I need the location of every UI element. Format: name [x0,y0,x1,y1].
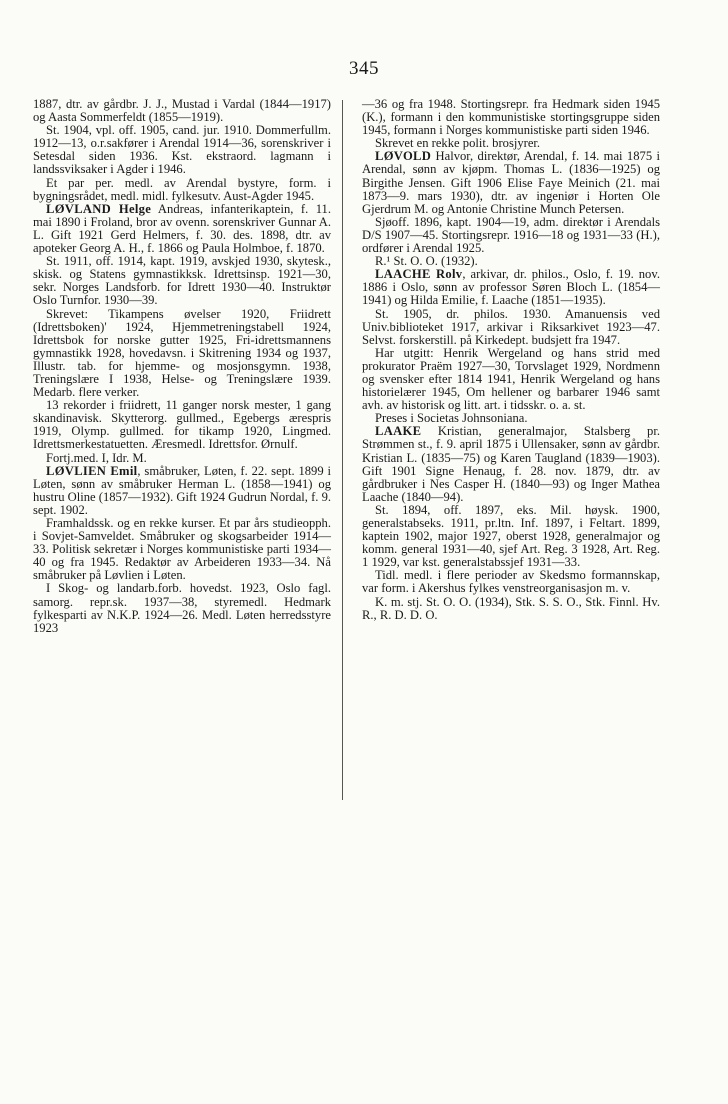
entry-text: Halvor, direktør, Arendal, f. 14. mai 1875 i Arendal, sønn av kjøpm. Thomas L. (1836—1925) og Birgithe Jensen. Gift 1906 Elise Faye Meinich (21. mai 1873—9. mars 1930), dtr. av ingeniør i Horten Ole Gjerdrum M. og Antonie Christine Munch Petersen. [362,149,660,216]
entry-name: LØVOLD [375,149,432,164]
entry-name: LØVLAND Helge [46,201,152,216]
paragraph: St. 1904, vpl. off. 1905, cand. jur. 1910. Dommerfullm. 1912—13, o.r.sakfører i Arendal 1914—36, sorenskriver i Setesdal siden 1936. Kst. ekstraord. lagmann i landssviksaker i Agder i 1946. [33,123,331,177]
right-column [362,98,660,622]
paragraph: Skrevet en rekke polit. brosjyrer. [375,136,541,151]
entry-name: LØVLIEN Emil [46,463,138,478]
paragraph: I Skog- og landarb.forb. hovedst. 1923, Oslo fagl. samorg. repr.sk. 1937—38, styremedl. Hedmark fylkesparti av N.K.P. 1924—26. Medl. Løten herredsstyre 1923 [33,581,331,635]
biography-entry [362,268,660,307]
paragraph: Preses i Societas Johnsoniana. [375,411,528,426]
entry-text: Kristian, generalmajor, Stalsberg pr. Strømmen st., f. 9. april 1875 i Ullensaker, sønn av gårdbr. Kristian L. (1835—75) og Karen Taugland (1839—1903). Gift 1901 Signe Henaug, f. 28. nov. 1879, dtr. av gårdbruker i Nes Casper H. (1840—93) og Inger Mathea Laache (1840—94). [362,424,660,504]
biography-entry [362,425,660,504]
paragraph: Har utgitt: Henrik Wergeland og hans strid med prokurator Praëm 1927—30, Torvslaget 1929, Nordmenn og svensker efter 1814 1941, Henrik Wergeland og hans historielærer 1945, Om hellener og barbarer 1946 samt avh. av historisk og litt. art. i tidsskr. o. a. st. [362,345,660,413]
paragraph: R.¹ St. O. O. (1932). [375,254,478,269]
paragraph: Framhaldssk. og en rekke kurser. Et par års studieopph. i Sovjet-Samveldet. Småbruker og skogsarbeider 1914—33. Politisk sekretær i Norges kommunistiske parti 1934—40 og fra 1945. Redaktør av Arbeideren 1933—34. Nå småbruker på Løvlien i Løten. [33,516,331,583]
paragraph: 13 rekorder i friidrett, 11 ganger norsk mester, 1 gang skandinavisk. Skytterorg. gullmed., Egebergs ærespris 1919, Olymp. gullmed. for tikamp 1920, Lingmed. Idrettsmerkestatuetten. Æresmedl. Idrettsfor. Ørnulf. [33,398,331,452]
page-number: 345 [349,58,379,79]
biography-entry [33,465,331,517]
paragraph: St. 1905, dr. philos. 1930. Amanuensis ved Univ.biblioteket 1917, arkivar i Riksarkivet 1923—47. Selvst. forskerstill. på Kirkedept. budsjett fra 1947. [362,306,660,347]
entry-name: LAAKE [375,424,422,439]
left-column [33,98,331,635]
paragraph: St. 1894, off. 1897, eks. Mil. høysk. 1900, generalstabseks. 1911, pr.ltn. Inf. 1897, i Feltart. 1899, kaptein 1902, major 1927, oberst 1928, generalmajor og komm. general 1931—40, sjef Art. Reg. 3 1928, Art. Reg. 1 1929, var kst. generalstabssjef 1931—33. [362,502,660,570]
paragraph: Sjøoff. 1896, kapt. 1904—19, adm. direktør i Arendals D/S 1907—45. Stortingsrepr. 1916—18 og 1931—33 (H.), ordfører i Arendal 1925. [362,214,660,256]
entry-text: Andreas, infanterikaptein, f. 11. mai 1890 i Froland, bror av ovenn. sorenskriver Gunnar A. L. Gift 1921 Gerd Helmers, f. 30. des. 1898, dtr. av apoteker Georg A. H., f. 1866 og Paula Holmboe, f. 1870. [33,201,331,256]
column-divider [342,100,343,800]
paragraph: Et par per. medl. av Arendal bystyre, form. i bygningsrådet, medl. midl. fylkesutv. Aust-Agder 1945. [33,175,331,203]
entry-name: LAACHE Rolv [375,267,463,282]
paragraph: Skrevet: Tikampens øvelser 1920, Friidrett (Idrettsboken)' 1924, Hjemmetreningstabell 1924, Idrettsbok for norske gutter 1925, Fri-idrettsmannens gymnastikk 1928, hovedavsn. i Skitrening 1934 og 1937, Illustr. tab. for hjemme- og mosjonsgymn. 1938, Treningslære I 1938, Helse- og Treningslære 1939. Medarb. flere verker. [33,306,331,400]
biography-entry [33,203,331,255]
continued-paragraph: —36 og fra 1948. Stortingsrepr. fra Hedmark siden 1945 (K.), formann i den kommunistiske stortingsgruppe siden 1945, formann i Norges kommunistiske parti siden 1946. [362,97,660,138]
paragraph: K. m. stj. St. O. O. (1934), Stk. S. S. O., Stk. Finnl. Hv. R., R. D. D. O. [362,594,660,622]
paragraph: Tidl. medl. i flere perioder av Skedsmo formannskap, var form. i Akershus fylkes venstreorganisasjon m. v. [362,568,660,596]
entry-text: , arkivar, dr. philos., Oslo, f. 19. nov. 1886 i Oslo, sønn av professor Søren Bloch L. (1854—1941) og Hilda Emilie, f. Laache (1851—1935). [362,267,660,308]
biography-entry [362,150,660,215]
paragraph: St. 1911, off. 1914, kapt. 1919, avskjed 1930, skytesk., skisk. og Statens gymnastikksk. Idrettsinsp. 1921—30, sekr. Norges Landsforb. for Idrett 1930—40. Instruktør Oslo Turnfor. 1930—39. [33,254,331,308]
entry-text: , småbruker, Løten, f. 22. sept. 1899 i Løten, sønn av småbruker Herman L. (1858—1941) og hustru Oline (1857—1932). Gift 1924 Gudrun Nordal, f. 9. sept. 1902. [33,463,332,517]
paragraph: Fortj.med. I, Idr. M. [46,450,147,465]
continued-paragraph: 1887, dtr. av gårdbr. J. J., Mustad i Vardal (1844—1917) og Aasta Sommerfeldt (1855—1919). [33,97,331,125]
